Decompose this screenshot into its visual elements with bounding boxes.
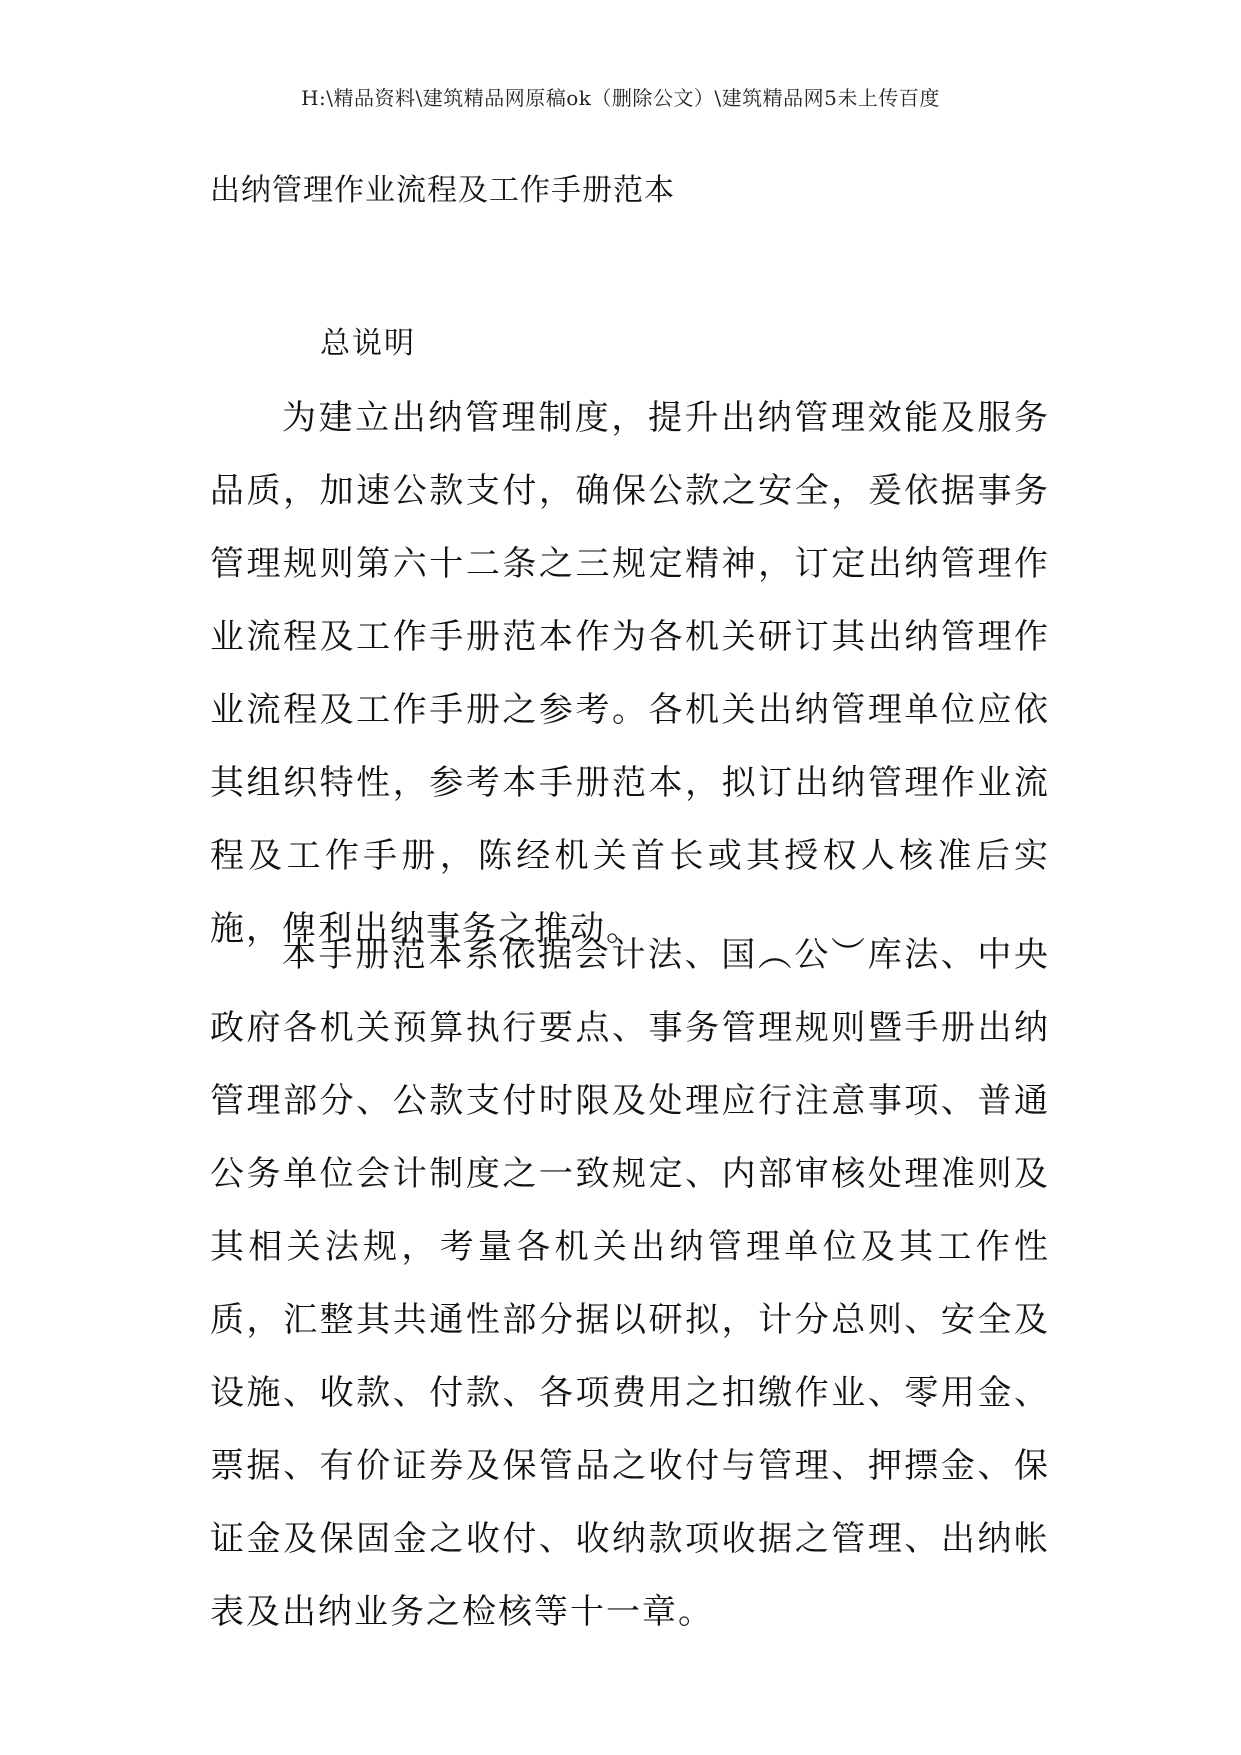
section-heading: 总说明 [320, 326, 416, 361]
header-file-path: H:\精品资料\建筑精品网原稿ok（删除公文）\建筑精品网5未上传百度 [301, 86, 940, 110]
paragraph: 本手册范本系依据会计法、国︵公︶库法、中央政府各机关预算执行要点、事务管理规则暨手册出纳管理部分、公款支付时限及处理应行注意事项、普通公务单位会计制度之一致规定、内部审核处理准则及其相关法规，考量各机关出纳管理单位及其工作性质，汇整其共通性部分据以研拟，计分总则、安全及设施、收款、付款、各项费用之扣缴作业、零用金、票据、有价证券及保管品之收付与管理、押摽金、保证金及保固金之收付、收纳款项收据之管理、出纳帐表及出纳业务之检核等十一章。 [210, 935, 1050, 1632]
document-title: 出纳管理作业流程及工作手册范本 [210, 173, 675, 208]
paragraph: 为建立出纳管理制度，提升出纳管理效能及服务品质，加速公款支付，确保公款之安全，爰依据事务管理规则第六十二条之三规定精神，订定出纳管理作业流程及工作手册范本作为各机关研订其出纳管理作业流程及工作手册之参考。各机关出纳管理单位应依其组织特性，参考本手册范本，拟订出纳管理作业流程及工作手册，陈经机关首长或其授权人核准后实施，俾利出纳事务之推动。 [210, 398, 1050, 949]
